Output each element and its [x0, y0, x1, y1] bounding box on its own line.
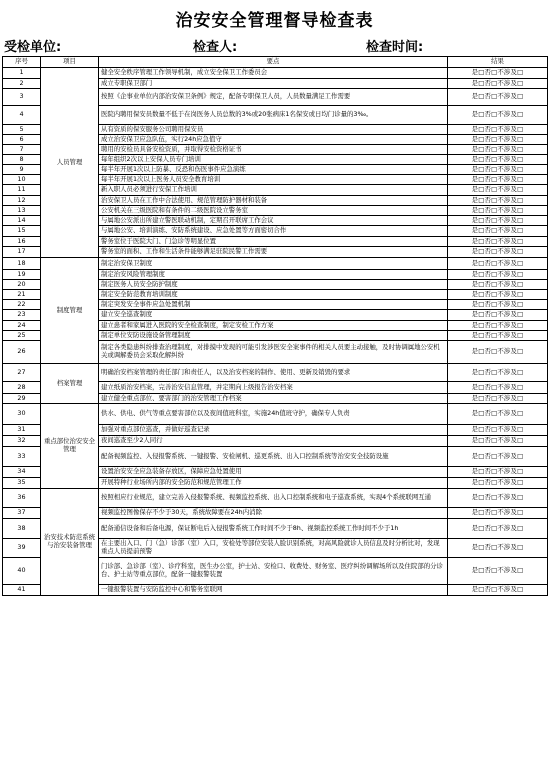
- result-checkboxes[interactable]: 是□否□不涉及□: [448, 89, 548, 106]
- row-number: 39: [3, 539, 41, 558]
- category-personnel: 人员管理: [41, 68, 99, 258]
- row-number: 29: [3, 394, 41, 404]
- header-result: 结果: [448, 57, 548, 68]
- row-number: 5: [3, 125, 41, 135]
- checkpoint-text: 按照相应行业规范，建立完善入侵报警系统、视频监控系统、出入口控制系统和电子巡查系统，实现4个系统联网互通: [99, 489, 448, 508]
- checkpoint-text: 警务室的面积、工作和生活条件能够满足驻院民警工作需要: [99, 247, 448, 258]
- row-number: 4: [3, 106, 41, 125]
- checkpoint-text: 按照《企事业单位内部治安保卫条例》规定，配备专职保卫人员，人员数量满足工作需要: [99, 89, 448, 106]
- result-checkboxes[interactable]: 是□否□不涉及□: [448, 382, 548, 394]
- table-row: [3, 258, 548, 270]
- result-checkboxes[interactable]: 是□否□不涉及□: [448, 79, 548, 89]
- row-number: 28: [3, 382, 41, 394]
- row-number: 22: [3, 300, 41, 310]
- checkpoint-text: 建立患者和家属进入医院的安全检查制度，制定安检工作方案: [99, 321, 448, 331]
- inspection-table: [2, 56, 548, 596]
- result-checkboxes[interactable]: 是□否□不涉及□: [448, 508, 548, 519]
- table-row: [3, 404, 548, 425]
- result-checkboxes[interactable]: 是□否□不涉及□: [448, 135, 548, 145]
- checkpoint-text: 配备通信设备和后备电源，保证断电后入侵报警系统工作时间不少于8h、视频监控系统工作时间不少于1h: [99, 519, 448, 539]
- checkpoint-text: 每半年开展1次以上防暴、反恐和伤医事件应急演练: [99, 165, 448, 175]
- checkpoint-text: 医院内聘用保安员数量不低于在岗医务人员总数的3%或20张病床1名保安或日均门诊量的3‰。: [99, 106, 448, 125]
- checkpoint-text: 门诊部、急诊部（室）、诊疗科室，医生办公室，护士站、安检口、收费处、财务室、医疗纠纷调解场所以及住院部的分诊台、护士站等重点部位，配备一键报警装置: [99, 558, 448, 585]
- checkpoint-text: 开展特种行业场所内部的安全防范和规范管理工作: [99, 478, 448, 489]
- result-checkboxes[interactable]: 是□否□不涉及□: [448, 558, 548, 585]
- table-row: [3, 68, 548, 79]
- checkpoint-text: 成立治安保卫应急队伍，实行24h应急值守: [99, 135, 448, 145]
- row-number: 20: [3, 280, 41, 290]
- result-checkboxes[interactable]: 是□否□不涉及□: [448, 585, 548, 596]
- result-checkboxes[interactable]: 是□否□不涉及□: [448, 519, 548, 539]
- row-number: 21: [3, 290, 41, 300]
- result-checkboxes[interactable]: 是□否□不涉及□: [448, 175, 548, 185]
- table-row: [3, 364, 548, 382]
- result-checkboxes[interactable]: 是□否□不涉及□: [448, 310, 548, 321]
- result-checkboxes[interactable]: 是□否□不涉及□: [448, 106, 548, 125]
- checkpoint-text: 健全安全秩序管理工作领导机制，成立安全保卫工作委员会: [99, 68, 448, 79]
- row-number: 41: [3, 585, 41, 596]
- row-number: 27: [3, 364, 41, 382]
- row-number: 16: [3, 237, 41, 247]
- checkpoint-text: 新入职人员必须进行安保工作培训: [99, 185, 448, 196]
- checkpoint-text: 视频监控图像保存不少于30天，系统故障要在24h内消除: [99, 508, 448, 519]
- result-checkboxes[interactable]: 是□否□不涉及□: [448, 196, 548, 206]
- category-system: 制度管理: [41, 258, 99, 364]
- checkpoint-text: 每年组织2次以上安保人员专门培训: [99, 155, 448, 165]
- result-checkboxes[interactable]: 是□否□不涉及□: [448, 394, 548, 404]
- row-number: 32: [3, 436, 41, 447]
- table-body: [3, 68, 548, 596]
- category-tech-defense: 治安技术防范系统与治安装备管理: [41, 489, 99, 596]
- row-number: 17: [3, 247, 41, 258]
- row-number: 15: [3, 226, 41, 237]
- row-number: 3: [3, 89, 41, 106]
- row-number: 30: [3, 404, 41, 425]
- result-checkboxes[interactable]: 是□否□不涉及□: [448, 539, 548, 558]
- checkpoint-text: 从有资质的保安服务公司聘用保安员: [99, 125, 448, 135]
- row-number: 23: [3, 310, 41, 321]
- checkpoint-text: 制定治安风险管理制度: [99, 270, 448, 280]
- result-checkboxes[interactable]: 是□否□不涉及□: [448, 331, 548, 341]
- row-number: 40: [3, 558, 41, 585]
- checkpoint-text: 明确治安档案管理的责任部门和责任人，以及治安档案的制作、使用、更新及销毁的要求: [99, 364, 448, 382]
- inspected-unit-label: 受检单位:: [4, 40, 62, 55]
- checkpoint-text: 聘用的安检员具备安检资质，并取得安检资格证书: [99, 145, 448, 155]
- result-checkboxes[interactable]: 是□否□不涉及□: [448, 226, 548, 237]
- result-checkboxes[interactable]: 是□否□不涉及□: [448, 489, 548, 508]
- header-points: 要点: [99, 57, 448, 68]
- checkpoint-text: 加强对重点部位巡查，并做好巡查记录: [99, 425, 448, 436]
- table-row: [3, 489, 548, 508]
- checkpoint-text: 制定突发安全事件应急处置机制: [99, 300, 448, 310]
- row-number: 24: [3, 321, 41, 331]
- checkpoint-text: 供水、供电、供气等重点要害部位以及夜间值班科室，实施24h值班守护，确保专人负责: [99, 404, 448, 425]
- result-checkboxes[interactable]: 是□否□不涉及□: [448, 68, 548, 79]
- result-checkboxes[interactable]: 是□否□不涉及□: [448, 321, 548, 331]
- row-number: 2: [3, 79, 41, 89]
- checkpoint-text: 治安保卫人员在工作中合法使用、规范管理防护器材和装备: [99, 196, 448, 206]
- checkpoint-text: 成立专职保卫部门: [99, 79, 448, 89]
- form-title: 治安安全管理督导检查表: [175, 11, 374, 31]
- category-key-areas: 重点部位治安安全管理: [41, 404, 99, 489]
- result-checkboxes[interactable]: 是□否□不涉及□: [448, 478, 548, 489]
- result-checkboxes[interactable]: 是□否□不涉及□: [448, 145, 548, 155]
- checkpoint-text: 夜间巡查至少2人同行: [99, 436, 448, 447]
- category-archive: 档案管理: [41, 364, 99, 404]
- checkpoint-text: 设置治安安全应急装备存放区，保障应急处置使用: [99, 467, 448, 478]
- result-checkboxes[interactable]: 是□否□不涉及□: [448, 341, 548, 364]
- row-number: 36: [3, 489, 41, 508]
- checkpoint-text: 在主要出入口、门（急）诊部（室）入口，安检处等部位安装人脸识别系统，对高风险就诊人员信息及时分析比对，发现重点人员提前预警: [99, 539, 448, 558]
- checkpoint-text: 每半年开展1次以上医务人员安全教育培训: [99, 175, 448, 185]
- result-checkboxes[interactable]: 是□否□不涉及□: [448, 280, 548, 290]
- checkpoint-text: 与属地公安派出所建立警医联动机制，定期召开联席工作会议: [99, 216, 448, 226]
- checkpoint-text: 制定医务人员安全防护制度: [99, 280, 448, 290]
- checkpoint-text: 警务室位于医院大门、门急诊等明显位置: [99, 237, 448, 247]
- row-number: 34: [3, 467, 41, 478]
- checkpoint-text: 建立安全巡查制度: [99, 310, 448, 321]
- checkpoint-text: 制定各类隐患纠纷排查治理制度，对排摸中发现的可能引发涉医安全案事件的相关人员要主动接触，及时协调属地公安机关或调解委员会采取化解纠纷: [99, 341, 448, 364]
- row-number: 26: [3, 341, 41, 364]
- result-checkboxes[interactable]: 是□否□不涉及□: [448, 185, 548, 196]
- checkpoint-text: 一键报警装置与安防监控中心和警务室联网: [99, 585, 448, 596]
- result-checkboxes[interactable]: 是□否□不涉及□: [448, 364, 548, 382]
- row-number: 8: [3, 155, 41, 165]
- checkpoint-text: 制定单位安防设施设备管理制度: [99, 331, 448, 341]
- result-checkboxes[interactable]: 是□否□不涉及□: [448, 258, 548, 270]
- result-checkboxes[interactable]: 是□否□不涉及□: [448, 467, 548, 478]
- row-number: 13: [3, 206, 41, 216]
- result-checkboxes[interactable]: 是□否□不涉及□: [448, 436, 548, 447]
- table-header-row: [3, 57, 548, 68]
- result-checkboxes[interactable]: 是□否□不涉及□: [448, 165, 548, 175]
- row-number: 38: [3, 519, 41, 539]
- result-checkboxes[interactable]: 是□否□不涉及□: [448, 300, 548, 310]
- row-number: 1: [3, 68, 41, 79]
- result-checkboxes[interactable]: 是□否□不涉及□: [448, 155, 548, 165]
- inspection-time-label: 检查时间:: [366, 40, 424, 55]
- result-checkboxes[interactable]: 是□否□不涉及□: [448, 270, 548, 280]
- row-number: 6: [3, 135, 41, 145]
- row-number: 11: [3, 185, 41, 196]
- checkpoint-text: 制定安全防范教育培训制度: [99, 290, 448, 300]
- checkpoint-text: 建立健全重点部位、要害部门的治安管理工作档案: [99, 394, 448, 404]
- row-number: 18: [3, 258, 41, 270]
- checkpoint-text: 建立纸质治安档案，完善治安信息管理，并定期向上级报告治安档案: [99, 382, 448, 394]
- result-checkboxes[interactable]: 是□否□不涉及□: [448, 125, 548, 135]
- inspector-label: 检查人:: [193, 40, 238, 55]
- result-checkboxes[interactable]: 是□否□不涉及□: [448, 206, 548, 216]
- result-checkboxes[interactable]: 是□否□不涉及□: [448, 447, 548, 467]
- row-number: 31: [3, 425, 41, 436]
- checkpoint-text: 公安机关在三级医院和有条件的二级医院设立警务室: [99, 206, 448, 216]
- result-checkboxes[interactable]: 是□否□不涉及□: [448, 290, 548, 300]
- row-number: 19: [3, 270, 41, 280]
- row-number: 37: [3, 508, 41, 519]
- row-number: 7: [3, 145, 41, 155]
- row-number: 12: [3, 196, 41, 206]
- result-checkboxes[interactable]: 是□否□不涉及□: [448, 216, 548, 226]
- checkpoint-text: 制定治安保卫制度: [99, 258, 448, 270]
- row-number: 25: [3, 331, 41, 341]
- header-item: 项目: [41, 57, 99, 68]
- result-checkboxes[interactable]: 是□否□不涉及□: [448, 237, 548, 247]
- row-number: 10: [3, 175, 41, 185]
- result-checkboxes[interactable]: 是□否□不涉及□: [448, 404, 548, 425]
- result-checkboxes[interactable]: 是□否□不涉及□: [448, 247, 548, 258]
- header-no: 序号: [3, 57, 41, 68]
- result-checkboxes[interactable]: 是□否□不涉及□: [448, 425, 548, 436]
- row-number: 9: [3, 165, 41, 175]
- checkpoint-text: 配备视频监控、入侵报警系统、一键报警、安检闸机、巡更系统、出入口控制系统等治安安全技防设施: [99, 447, 448, 467]
- row-number: 14: [3, 216, 41, 226]
- row-number: 33: [3, 447, 41, 467]
- row-number: 35: [3, 478, 41, 489]
- checkpoint-text: 与属地公安、培训演练、安防系统建设、应急处置等方面密切合作: [99, 226, 448, 237]
